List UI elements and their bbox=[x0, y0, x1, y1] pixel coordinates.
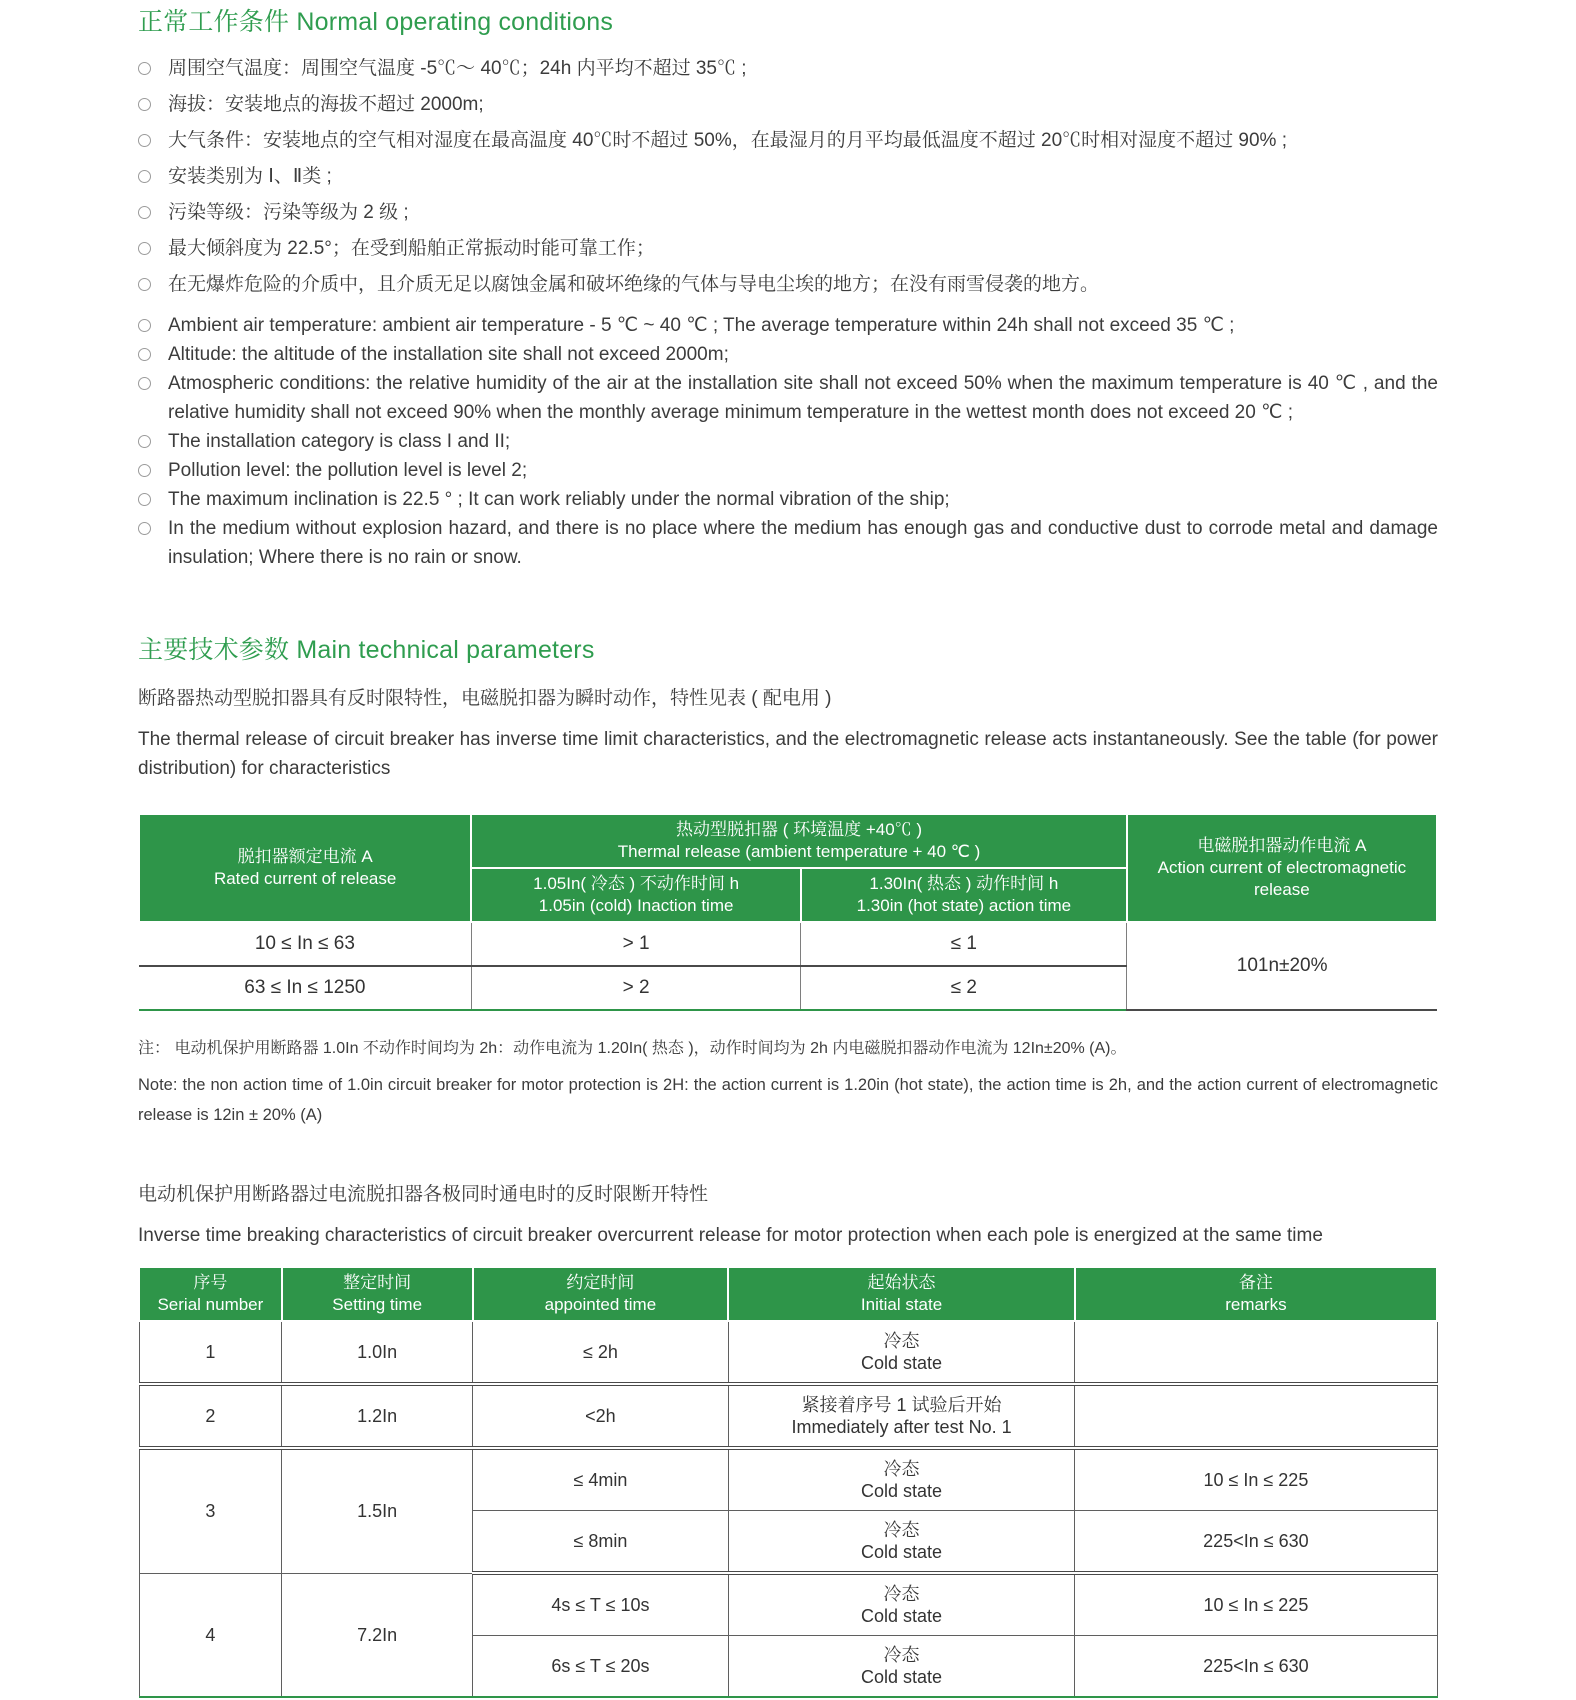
th-hot-action-time bbox=[801, 868, 1127, 922]
bullet-circle-icon bbox=[138, 134, 151, 147]
list-item bbox=[138, 198, 1438, 227]
cell-initial-state bbox=[728, 1511, 1075, 1574]
th-hot-en: 1.30in (hot state) action time bbox=[856, 896, 1072, 915]
cell-serial: 3 bbox=[139, 1448, 282, 1573]
list-item-text: 污染等级：污染等级为 2 级 ; bbox=[168, 202, 409, 223]
cell-cold-time: > 1 bbox=[471, 922, 801, 966]
th-serial-cn: 序号 bbox=[193, 1273, 228, 1292]
cell-cold-time: > 2 bbox=[471, 966, 801, 1010]
bullet-circle-icon bbox=[138, 242, 151, 255]
state-en: Cold state bbox=[861, 1667, 943, 1687]
th-rated-current-cn: 脱扣器额定电流 A bbox=[237, 847, 373, 866]
list-item-text: Ambient air temperature: ambient air temperature - 5 ℃ ~ 40 ℃ ; The average temperature within 24h shall not exceed 35 ℃ ; bbox=[168, 315, 1235, 336]
list-item bbox=[138, 54, 1438, 83]
list-item-text: Atmospheric conditions: the relative humidity of the air at the installation site shall not exceed 50% when the maximum temperature is 40 ℃ , and the relative humidity shall not exceed 90% when the monthly average minimum temperature in the wettest month does not exceed 20 ℃ ; bbox=[168, 373, 1438, 423]
th-setting-time bbox=[282, 1267, 473, 1321]
cell-serial: 2 bbox=[139, 1384, 282, 1448]
th-setting-cn: 整定时间 bbox=[343, 1273, 412, 1292]
cell-appointed-time: 6s ≤ T ≤ 20s bbox=[473, 1636, 729, 1698]
cell-setting-time: 1.2In bbox=[282, 1384, 473, 1448]
thermal-release-table bbox=[138, 813, 1438, 1011]
bullet-circle-icon bbox=[138, 319, 151, 332]
th-em-current-en: Action current of electromagnetic release bbox=[1157, 858, 1407, 899]
cell-remark: 10 ≤ In ≤ 225 bbox=[1075, 1573, 1437, 1636]
bullet-circle-icon bbox=[138, 170, 151, 183]
th-cold-cn: 1.05In( 冷态 ) 不动作时间 h bbox=[533, 874, 740, 893]
th-appointed-cn: 约定时间 bbox=[566, 1273, 635, 1292]
state-en: Cold state bbox=[861, 1481, 943, 1501]
inverse-time-paragraph-cn: 电动机保护用断路器过电流脱扣器各极同时通电时的反时限断开特性 bbox=[138, 1184, 709, 1205]
list-item bbox=[138, 90, 1438, 119]
th-thermal-group-en: Thermal release (ambient temperature + 40 ℃ ) bbox=[617, 842, 981, 861]
th-cold-en: 1.05in (cold) Inaction time bbox=[538, 896, 734, 915]
cell-appointed-time: ≤ 4min bbox=[473, 1448, 729, 1511]
cell-appointed-time: ≤ 2h bbox=[473, 1321, 729, 1384]
th-thermal-group-cn: 热动型脱扣器 ( 环境温度 +40℃ ) bbox=[675, 820, 923, 839]
list-item bbox=[138, 340, 1438, 369]
cell-initial-state bbox=[728, 1448, 1075, 1511]
list-item bbox=[138, 456, 1438, 485]
cell-appointed-time: 4s ≤ T ≤ 10s bbox=[473, 1573, 729, 1636]
cell-remark: 225<In ≤ 630 bbox=[1075, 1636, 1437, 1698]
cell-setting-time: 1.5In bbox=[282, 1448, 473, 1573]
bullet-circle-icon bbox=[138, 464, 151, 477]
table-note-en: Note: the non action time of 1.0in circuit breaker for motor protection is 2H: the action current is 1.20in (hot state), the action time is 2h, and the action current of electromagnetic release is 12in ± 20% (A) bbox=[138, 1076, 1438, 1124]
cell-serial: 1 bbox=[139, 1321, 282, 1384]
table-row bbox=[139, 1448, 1437, 1511]
operating-conditions-list bbox=[138, 54, 1438, 572]
bullet-circle-icon bbox=[138, 348, 151, 361]
th-appointed-time bbox=[473, 1267, 729, 1321]
bullet-circle-icon bbox=[138, 435, 151, 448]
th-rated-current-en: Rated current of release bbox=[213, 869, 397, 888]
list-item bbox=[138, 369, 1438, 427]
list-item-text: 海拔：安装地点的海拔不超过 2000m; bbox=[168, 94, 484, 115]
cell-appointed-time: <2h bbox=[473, 1384, 729, 1448]
th-serial-number bbox=[139, 1267, 282, 1321]
list-item bbox=[138, 514, 1438, 572]
th-electromagnetic-action-current bbox=[1127, 814, 1437, 922]
list-item-text: Altitude: the altitude of the installation site shall not exceed 2000m; bbox=[168, 344, 729, 365]
list-item bbox=[138, 162, 1438, 191]
bullet-circle-icon bbox=[138, 377, 151, 390]
table-note-cn: 注： 电动机保护用断路器 1.0In 不动作时间均为 2h：动作电流为 1.20In( 热态 )，动作时间均为 2h 内电磁脱扣器动作电流为 12In±20% (A)。 bbox=[138, 1040, 1127, 1057]
list-item bbox=[138, 270, 1438, 299]
list-item-text: 大气条件：安装地点的空气相对湿度在最高温度 40℃时不超过 50%，在最湿月的月平均最低温度不超过 20℃时相对湿度不超过 90% ; bbox=[168, 130, 1287, 151]
cell-remark bbox=[1075, 1384, 1437, 1448]
tech-params-paragraph-cn: 断路器热动型脱扣器具有反时限特性，电磁脱扣器为瞬时动作，特性见表 ( 配电用 ) bbox=[138, 688, 832, 709]
state-cn: 冷态 bbox=[883, 1520, 920, 1540]
cell-appointed-time: ≤ 8min bbox=[473, 1511, 729, 1574]
state-en: Immediately after test No. 1 bbox=[791, 1417, 1012, 1437]
list-item-text: The installation category is class I and II; bbox=[168, 431, 511, 452]
th-setting-en: Setting time bbox=[332, 1295, 423, 1314]
list-item bbox=[138, 126, 1438, 155]
th-thermal-release-group bbox=[471, 814, 1126, 868]
list-item-text: 安装类别为 Ⅰ、Ⅱ类 ; bbox=[168, 166, 332, 187]
cell-initial-state bbox=[728, 1573, 1075, 1636]
state-en: Cold state bbox=[861, 1353, 943, 1373]
inverse-time-table bbox=[138, 1266, 1438, 1698]
state-en: Cold state bbox=[861, 1542, 943, 1562]
list-item bbox=[138, 234, 1438, 263]
state-en: Cold state bbox=[861, 1606, 943, 1626]
th-rated-current bbox=[139, 814, 471, 922]
cell-setting-time: 1.0In bbox=[282, 1321, 473, 1384]
cell-initial-state bbox=[728, 1321, 1075, 1384]
cell-em-action-current: 101n±20% bbox=[1127, 922, 1437, 1010]
cell-current-range: 10 ≤ In ≤ 63 bbox=[139, 922, 471, 966]
th-remarks bbox=[1075, 1267, 1437, 1321]
cell-remark: 225<In ≤ 630 bbox=[1075, 1511, 1437, 1574]
list-item-text: In the medium without explosion hazard, and there is no place where the medium has enough gas and conductive dust to corrode metal and damage insulation; Where there is no rain or snow. bbox=[168, 518, 1438, 568]
state-cn: 冷态 bbox=[883, 1459, 920, 1479]
cell-hot-time: ≤ 1 bbox=[801, 922, 1127, 966]
bullet-circle-icon bbox=[138, 62, 151, 75]
cell-current-range: 63 ≤ In ≤ 1250 bbox=[244, 977, 366, 998]
cell-initial-state bbox=[728, 1636, 1075, 1698]
th-cold-inaction-time bbox=[471, 868, 801, 922]
th-remarks-en: remarks bbox=[1225, 1295, 1287, 1314]
th-hot-cn: 1.30In( 热态 ) 动作时间 h bbox=[869, 874, 1059, 893]
th-remarks-cn: 备注 bbox=[1238, 1273, 1273, 1292]
list-item-text: Pollution level: the pollution level is level 2; bbox=[168, 460, 528, 481]
inverse-time-paragraph-en: Inverse time breaking characteristics of circuit breaker overcurrent release for motor protection when each pole is energized at the same time bbox=[138, 1225, 1323, 1246]
list-item bbox=[138, 427, 1438, 456]
bullet-circle-icon bbox=[138, 278, 151, 291]
bullet-circle-icon bbox=[138, 493, 151, 506]
list-item-text: 在无爆炸危险的介质中，且介质无足以腐蚀金属和破坏绝缘的气体与导电尘埃的地方；在没有雨雪侵袭的地方。 bbox=[168, 274, 1100, 295]
th-em-current-cn: 电磁脱扣器动作电流 A bbox=[1197, 836, 1367, 855]
section-title-main-technical-parameters: 主要技术参数 Main technical parameters bbox=[138, 636, 595, 664]
th-serial-en: Serial number bbox=[157, 1295, 264, 1314]
cell-setting-time: 7.2In bbox=[282, 1573, 473, 1697]
table-row bbox=[139, 1321, 1437, 1384]
list-item bbox=[138, 311, 1438, 340]
bullet-circle-icon bbox=[138, 522, 151, 535]
list-item-text: 周围空气温度：周围空气温度 -5℃～ 40℃；24h 内平均不超过 35℃ ; bbox=[168, 58, 747, 79]
th-initial-state bbox=[728, 1267, 1075, 1321]
state-cn: 紧接着序号 1 试验后开始 bbox=[801, 1395, 1002, 1415]
th-state-cn: 起始状态 bbox=[867, 1273, 936, 1292]
state-cn: 冷态 bbox=[883, 1645, 920, 1665]
bullet-circle-icon bbox=[138, 206, 151, 219]
cell-initial-state bbox=[728, 1384, 1075, 1448]
section-title-normal-operating-conditions: 正常工作条件 Normal operating conditions bbox=[138, 8, 614, 36]
list-item-text: 最大倾斜度为 22.5°；在受到船舶正常振动时能可靠工作； bbox=[168, 238, 655, 259]
cell-remark bbox=[1075, 1321, 1437, 1384]
state-cn: 冷态 bbox=[883, 1331, 920, 1351]
table-row bbox=[139, 922, 1437, 966]
tech-params-paragraph-en: The thermal release of circuit breaker has inverse time limit characteristics, and the electromagnetic release acts instantaneously. See the table (for power distribution) for characteristics bbox=[138, 729, 1438, 779]
table-row bbox=[139, 1573, 1437, 1636]
list-item bbox=[138, 485, 1438, 514]
list-item-text: The maximum inclination is 22.5 ° ; It can work reliably under the normal vibration of the ship; bbox=[168, 489, 950, 510]
bullet-circle-icon bbox=[138, 98, 151, 111]
cell-hot-time: ≤ 2 bbox=[801, 966, 1127, 1010]
cell-serial: 4 bbox=[139, 1573, 282, 1697]
th-state-en: Initial state bbox=[860, 1295, 943, 1314]
cell-remark: 10 ≤ In ≤ 225 bbox=[1075, 1448, 1437, 1511]
table-row bbox=[139, 1384, 1437, 1448]
th-appointed-en: appointed time bbox=[544, 1295, 657, 1314]
state-cn: 冷态 bbox=[883, 1584, 920, 1604]
